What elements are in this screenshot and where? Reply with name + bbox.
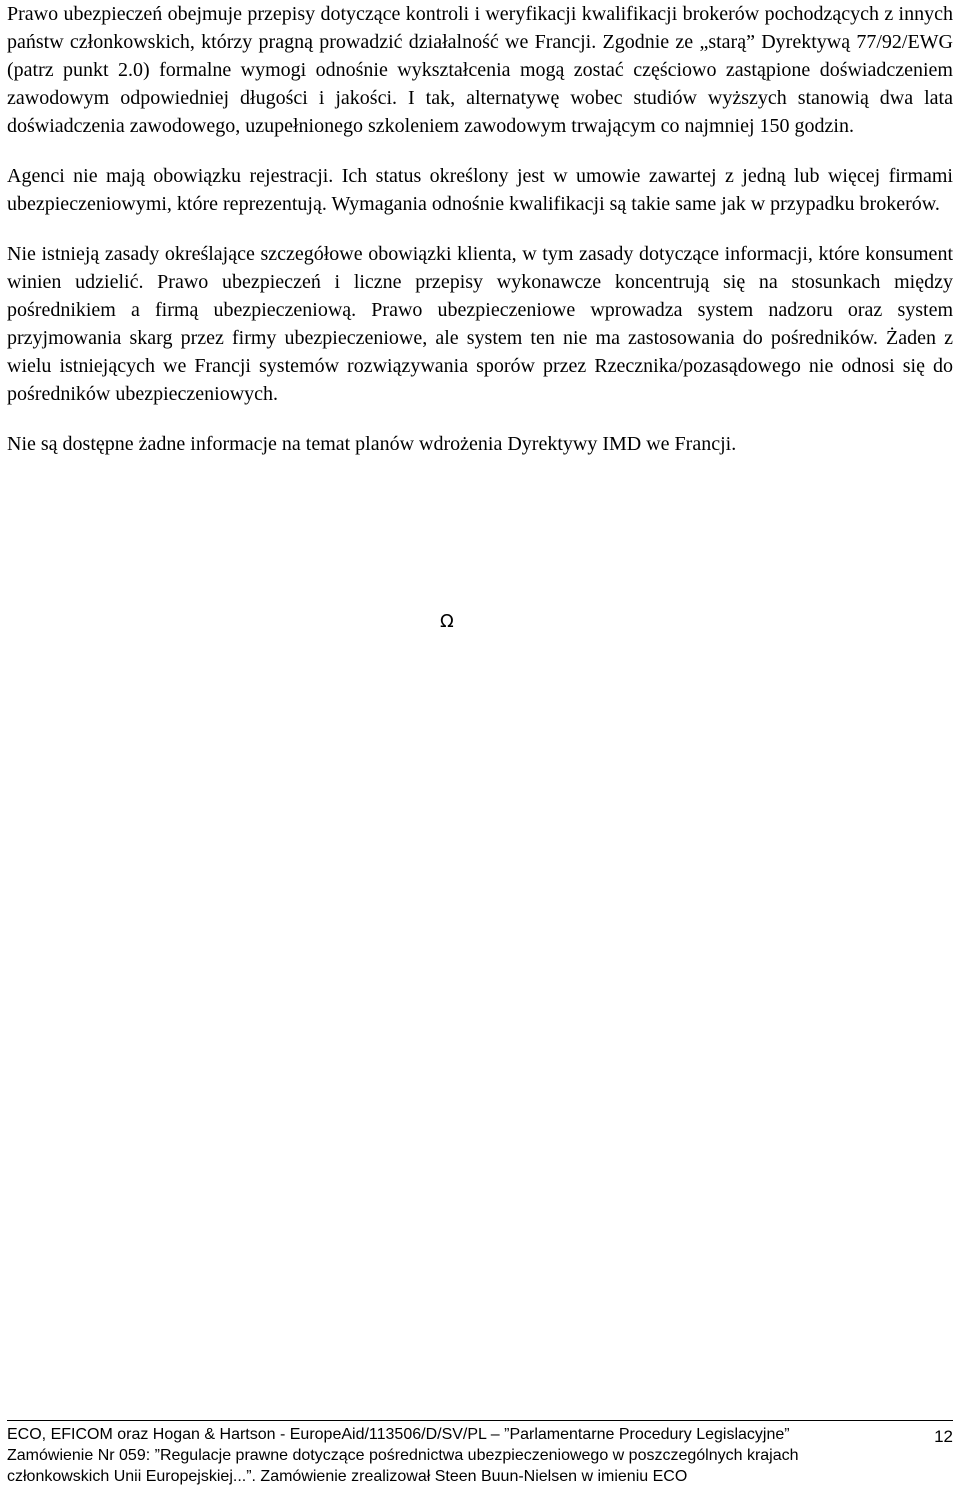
paragraph-imd-implementation: Nie są dostępne żadne informacje na temat planów wdrożenia Dyrektywy IMD we Francji. xyxy=(7,433,737,455)
omega-end-symbol: Ω xyxy=(440,611,454,632)
paragraph-agents-registration: Agenci nie mają obowiązku rejestracji. Ich status określony jest w umowie zawartej z jedną lub więcej firmami ubezpieczeniowymi, które reprezentują. Wymagania odnośnie kwalifikacji są takie same jak w przypadku brokerów. xyxy=(7,165,953,215)
page-number: 12 xyxy=(934,1427,953,1446)
footer-line-1: ECO, EFICOM oraz Hogan & Hartson - EuropeAid/113506/D/SV/PL – ”Parlamentarne Procedury Legislacyjne” xyxy=(7,1426,790,1443)
paragraph-broker-qualifications: Prawo ubezpieczeń obejmuje przepisy dotyczące kontroli i weryfikacji kwalifikacji brokerów pochodzących z innych państw członkowskich, którzy pragną prowadzić działalność we Francji. Zgodnie ze „starą” Dyrektywą 77/92/EWG (patrz punkt 2.0) formalne wymogi odnośnie wykształcenia mogą zostać częściowo zastąpione doświadczeniem zawodowym odpowiedniej długości i jakości. I tak, alternatywę wobec studiów wyższych stanowią dwa lata doświadczenia zawodowego, uzupełnionego szkoleniem zawodowym trwającym co najmniej 150 godzin. xyxy=(7,3,953,137)
footer-line-2: Zamówienie Nr 059: ”Regulacje prawne dotyczące pośrednictwa ubezpieczeniowego w poszczególnych krajach xyxy=(7,1447,799,1464)
paragraph-client-obligations: Nie istnieją zasady określające szczegółowe obowiązki klienta, w tym zasady dotyczące informacji, które konsument winien udzielić. Prawo ubezpieczeń i liczne przepisy wykonawcze koncentrują się na stosunkach między pośrednikiem a firmą ubezpieczeniową. Prawo ubezpieczeniowe wprowadza system nadzoru oraz system przyjmowania skarg przez firmy ubezpieczeniowe, ale system ten nie ma zastosowania do pośredników. Żaden z wielu istniejących we Francji systemów rozwiązywania sporów przez Rzecznika/pozasądowego nie odnosi się do pośredników ubezpieczeniowych. xyxy=(7,243,953,405)
document-body xyxy=(7,0,953,480)
footer-line-3: członkowskich Unii Europejskiej...”. Zamówienie zrealizował Steen Buun-Nielsen w imieniu ECO xyxy=(7,1468,688,1485)
page-footer xyxy=(7,1420,953,1487)
